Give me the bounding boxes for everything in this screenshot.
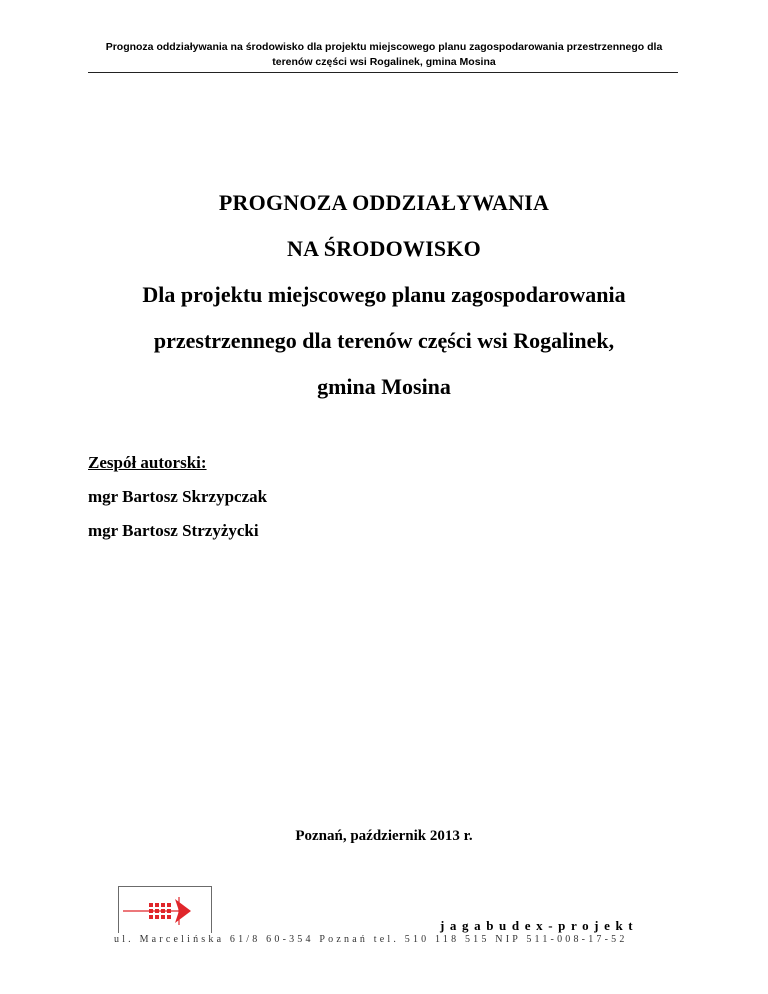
place-and-date: Poznań, październik 2013 r. xyxy=(295,828,473,844)
header-divider xyxy=(88,72,678,73)
company-logo xyxy=(118,886,212,933)
authors-section xyxy=(88,446,267,548)
company-name: jagabudex-projekt xyxy=(440,918,639,933)
authors-heading: Zespół autorski: xyxy=(88,453,207,472)
title-line-2: NA ŚRODOWISKO xyxy=(287,236,481,261)
arrow-logo-icon xyxy=(119,887,211,933)
title-line-4: przestrzennego dla terenów części wsi Rogalinek, xyxy=(153,328,615,353)
title-line-3: Dla projektu miejscowego planu zagospodarowania xyxy=(142,282,626,307)
title-line-1: PROGNOZA ODDZIAŁYWANIA xyxy=(218,190,550,215)
author-name: mgr Bartosz Strzyżycki xyxy=(88,521,259,540)
title-line-5: gmina Mosina xyxy=(317,374,451,399)
company-address: ul. Marcelińska 61/8 60-354 Poznań tel. 510 118 515 NIP 511-008-17-52 xyxy=(114,934,628,945)
running-header xyxy=(70,40,698,70)
author-name: mgr Bartosz Skrzypczak xyxy=(88,487,268,506)
running-header-line-1: Prognoza oddziaływania na środowisko dla projektu miejscowego planu zagospodarowania przestrzennego dla xyxy=(105,41,663,53)
document-title xyxy=(60,180,708,410)
running-header-line-2: terenów części wsi Rogalinek, gmina Mosina xyxy=(272,56,496,68)
